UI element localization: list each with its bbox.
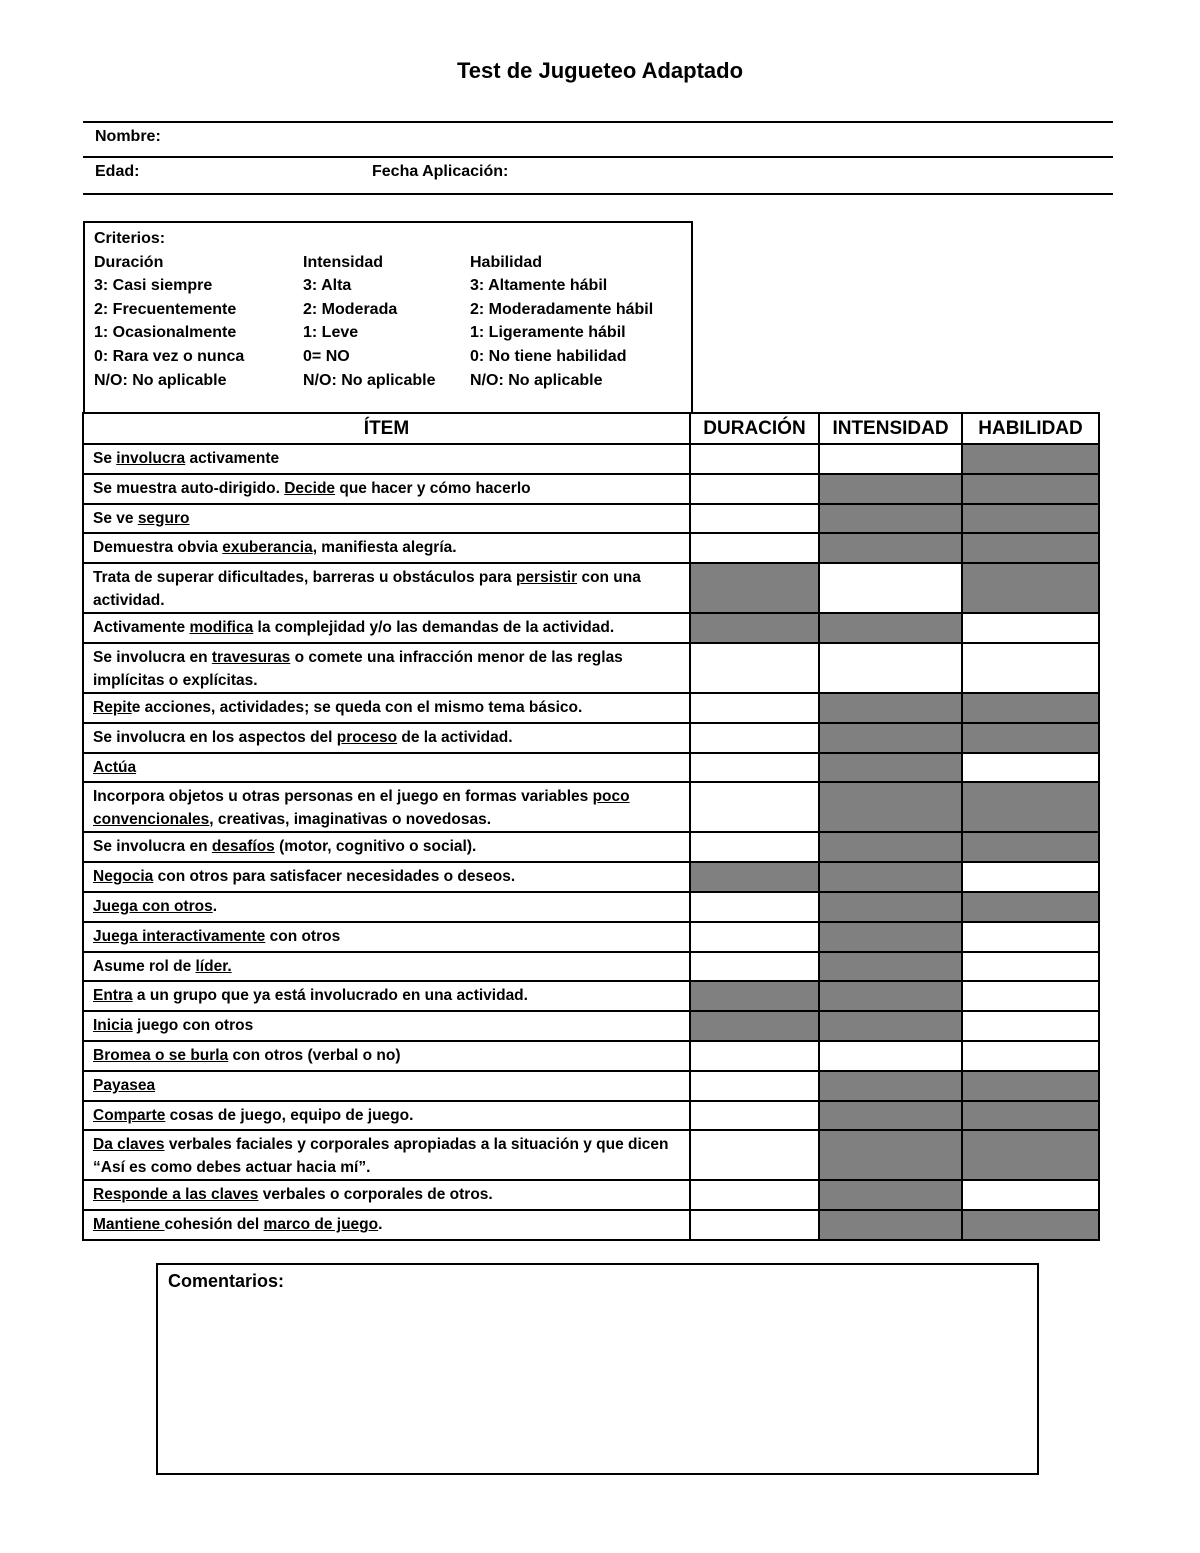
table-row [83,693,1099,723]
table-row [83,1011,1099,1041]
table-row [83,1071,1099,1101]
habilidad-cell [962,693,1099,723]
table-row [83,952,1099,982]
table-row [83,922,1099,952]
intensidad-cell [819,782,962,832]
comments-box[interactable] [156,1263,1039,1475]
habilidad-cell [962,563,1099,613]
intensidad-cell [819,1180,962,1210]
item-cell [83,563,690,613]
table-row [83,643,1099,693]
criteria-line: 2: Moderadamente hábil [470,300,654,318]
criteria-column-habilidad [470,251,653,393]
edad-label: Edad: [95,163,140,180]
criteria-line: Duración [94,253,164,271]
item-text: Actúa [93,758,137,776]
header-item: ÍTEM [83,413,690,444]
item-text: seguro [137,509,190,527]
table-row [83,1180,1099,1210]
item-text: con otros [265,927,341,945]
item-text: verbales faciales y corporales apropiadas a la situación y que dicen “Así es como debes actuar hacia mí”. [93,1136,669,1177]
item-text: involucra [116,450,186,467]
table-row [83,504,1099,534]
item-cell [83,474,690,504]
intensidad-cell [819,832,962,862]
fecha-aplicacion-label: Fecha Aplicación: [372,163,509,180]
item-text: Mantiene [93,1216,165,1234]
item-text: . [212,897,218,915]
intensidad-cell [819,1101,962,1131]
table-row [83,723,1099,753]
item-text: a un grupo que ya está involucrado en una actividad. [132,987,528,1005]
intensidad-cell [819,1071,962,1101]
item-cell [83,981,690,1011]
habilidad-cell[interactable] [962,922,1099,952]
criteria-line: 3: Casi siempre [94,277,213,295]
item-text: modifica [189,619,254,637]
duracion-cell[interactable] [690,504,819,534]
intensidad-cell [819,862,962,892]
item-text: Activamente [93,619,190,637]
criteria-line: 1: Leve [303,324,359,342]
criteria-column-duracion [94,227,244,392]
duracion-cell[interactable] [690,474,819,504]
item-text: proceso [336,728,398,746]
intensidad-cell[interactable] [819,563,962,613]
intensidad-cell [819,753,962,783]
duracion-cell[interactable] [690,1041,819,1071]
item-text: Se ve [93,509,138,527]
item-text: Demuestra obvia [93,539,223,557]
habilidad-cell[interactable] [962,1011,1099,1041]
item-cell [83,1130,690,1180]
habilidad-cell [962,1130,1099,1180]
habilidad-cell[interactable] [962,613,1099,643]
intensidad-cell [819,892,962,922]
item-cell [83,613,690,643]
criteria-line: 1: Ocasionalmente [94,324,237,342]
comments-label: Comentarios: [168,1271,285,1291]
duracion-cell[interactable] [690,922,819,952]
habilidad-cell[interactable] [962,862,1099,892]
item-text: (motor, cognitivo o social). [274,838,477,856]
item-cell [83,1041,690,1071]
habilidad-cell[interactable] [962,981,1099,1011]
duracion-cell [690,862,819,892]
habilidad-cell[interactable] [962,1041,1099,1071]
habilidad-cell[interactable] [962,753,1099,783]
habilidad-cell [962,474,1099,504]
item-text: verbales o corporales de otros. [258,1186,493,1204]
duracion-cell[interactable] [690,643,819,693]
header-duracion: DURACIÓN [690,413,819,444]
item-text: Entra [93,987,133,1005]
criteria-line: Habilidad [470,253,543,271]
table-row [83,533,1099,563]
criteria-line: Intensidad [303,253,384,271]
criteria-line: N/O: No aplicable [94,371,227,389]
table-row [83,892,1099,922]
item-text: Trata de superar dificultades, barreras u obstáculos para [93,569,516,587]
item-cell [83,892,690,922]
habilidad-cell [962,723,1099,753]
habilidad-cell [962,892,1099,922]
item-text: Payasea [93,1076,156,1094]
intensidad-cell [819,1210,962,1240]
item-cell [83,723,690,753]
item-text: . [378,1216,383,1234]
item-cell [83,922,690,952]
habilidad-cell [962,504,1099,534]
duracion-cell [690,563,819,613]
intensidad-cell [819,922,962,952]
table-row [83,862,1099,892]
duracion-cell[interactable] [690,1130,819,1180]
item-text: la complejidad y/o las demandas de la actividad. [253,619,615,637]
item-text: Se involucra en los aspectos del [93,728,337,746]
item-text: Inicia [93,1017,133,1035]
habilidad-cell [962,782,1099,832]
item-cell [83,643,690,693]
criteria-line: 1: Ligeramente hábil [470,324,626,342]
intensidad-cell[interactable] [819,444,962,474]
criteria-line: 0= NO [303,347,350,365]
item-cell [83,1071,690,1101]
criteria-line: 2: Moderada [303,300,398,318]
table-row [83,753,1099,783]
item-text: , creativas, imaginativas o novedosas. [209,811,492,829]
criteria-column-intensidad [303,251,435,393]
table-row [83,782,1099,832]
item-text: con otros (verbal o no) [228,1046,401,1064]
table-row [83,1101,1099,1131]
table-row [83,1041,1099,1071]
intensidad-cell [819,613,962,643]
item-text: que hacer y cómo hacerlo [335,479,531,497]
item-text: cohesión del [164,1216,264,1234]
item-text: Se [93,450,117,467]
criteria-line: N/O: No aplicable [470,371,603,389]
item-text: Incorpora objetos u otras personas en el juego en formas variables [93,788,593,806]
item-text: de la actividad. [397,728,513,746]
duracion-cell[interactable] [690,444,819,474]
item-text: Comparte [93,1106,166,1124]
item-cell [83,693,690,723]
duracion-cell[interactable] [690,1101,819,1131]
divider [83,156,1113,158]
habilidad-cell[interactable] [962,1180,1099,1210]
item-text: Se muestra auto-dirigido. [93,479,285,497]
item-text: desafíos [211,838,275,856]
criteria-line: 0: No tiene habilidad [470,347,627,365]
item-text: Asume rol de [93,957,196,975]
item-text: Se involucra en [93,838,212,856]
table-row [83,444,1099,474]
item-cell [83,1101,690,1131]
item-text: activamente [185,450,280,467]
item-text: e acciones, actividades; se queda con el mismo tema básico. [131,698,583,716]
table-row [83,563,1099,613]
divider [83,121,1113,123]
item-text: con una actividad. [93,569,641,610]
duracion-cell[interactable] [690,782,819,832]
evaluation-table [82,412,1100,1241]
item-cell [83,952,690,982]
item-cell [83,1011,690,1041]
item-text: juego con otros [132,1017,254,1035]
criteria-box [83,221,693,413]
duracion-cell[interactable] [690,1071,819,1101]
item-text: travesuras [211,648,291,666]
intensidad-cell [819,693,962,723]
table-row [83,474,1099,504]
item-text: Decide [284,479,336,497]
duracion-cell[interactable] [690,1210,819,1240]
criteria-line: 2: Frecuentemente [94,300,237,318]
table-row [83,981,1099,1011]
item-cell [83,533,690,563]
intensidad-cell [819,1130,962,1180]
table-row [83,832,1099,862]
duracion-cell [690,1011,819,1041]
habilidad-cell[interactable] [962,643,1099,693]
nombre-label: Nombre: [95,128,161,145]
item-cell [83,444,690,474]
item-text: Negocia [93,868,154,886]
item-cell [83,832,690,862]
item-cell [83,504,690,534]
duracion-cell[interactable] [690,533,819,563]
duracion-cell[interactable] [690,952,819,982]
item-text: exuberancia [222,539,313,557]
habilidad-cell [962,1210,1099,1240]
item-text: Juega interactivamente [93,927,266,945]
habilidad-cell [962,1071,1099,1101]
table-row [83,1210,1099,1240]
header-intensidad: INTENSIDAD [819,413,962,444]
intensidad-cell [819,952,962,982]
item-text: cosas de juego, equipo de juego. [165,1106,414,1124]
intensidad-cell [819,474,962,504]
intensidad-cell [819,504,962,534]
duracion-cell[interactable] [690,693,819,723]
header-habilidad: HABILIDAD [962,413,1099,444]
criteria-line: N/O: No aplicable [303,371,436,389]
item-cell [83,862,690,892]
item-text: o comete una infracción menor de las reglas implícitas o explícitas. [93,648,623,689]
criteria-line: 0: Rara vez o nunca [94,347,245,365]
item-text: Juega con otros [93,897,213,915]
habilidad-cell [962,1101,1099,1131]
item-text: líder. [195,957,232,975]
intensidad-cell[interactable] [819,643,962,693]
duracion-cell[interactable] [690,723,819,753]
intensidad-cell[interactable] [819,1041,962,1071]
page-title: Test de Jugueteo Adaptado [456,58,744,83]
intensidad-cell [819,533,962,563]
criteria-heading: Criterios: [94,230,166,247]
item-text: Responde a las claves [93,1186,259,1204]
habilidad-cell [962,444,1099,474]
intensidad-cell [819,1011,962,1041]
item-cell [83,782,690,832]
duracion-cell [690,981,819,1011]
item-text: Da claves [93,1136,165,1154]
habilidad-cell[interactable] [962,952,1099,982]
table-row [83,1130,1099,1180]
item-text: , manifiesta alegría. [312,539,457,557]
habilidad-cell [962,832,1099,862]
item-text: Se involucra en [93,648,212,666]
item-text: Bromea o se burla [93,1046,229,1064]
intensidad-cell [819,981,962,1011]
item-cell [83,1180,690,1210]
item-text: Repit [93,698,132,716]
table-row [83,613,1099,643]
item-text: persistir [515,569,578,587]
item-cell [83,753,690,783]
item-text: poco convencionales [93,788,630,829]
duracion-cell[interactable] [690,753,819,783]
duracion-cell [690,613,819,643]
duracion-cell[interactable] [690,832,819,862]
criteria-line: 3: Alta [303,277,352,295]
duracion-cell[interactable] [690,892,819,922]
criteria-line: 3: Altamente hábil [470,277,608,295]
duracion-cell[interactable] [690,1180,819,1210]
intensidad-cell [819,723,962,753]
habilidad-cell [962,533,1099,563]
item-cell [83,1210,690,1240]
item-text: marco de juego [263,1216,379,1234]
item-text: con otros para satisfacer necesidades o deseos. [153,868,516,886]
divider [83,193,1113,195]
